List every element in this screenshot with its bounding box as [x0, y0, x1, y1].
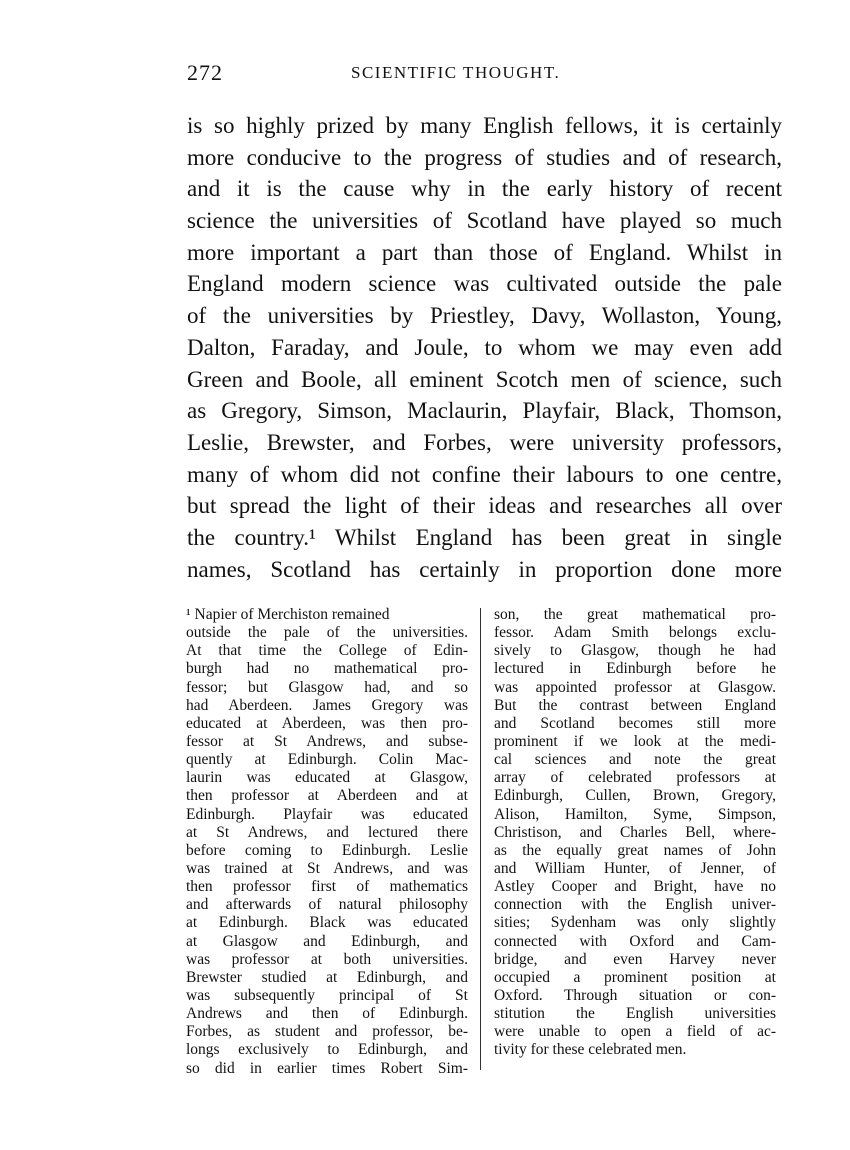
footnote-area: [186, 606, 782, 1076]
body-line: and it is the cause why in the early history of recent: [187, 176, 782, 202]
footnote-line: But the contrast between England: [494, 696, 776, 714]
footnote-line: cal sciences and note the great: [494, 751, 776, 769]
running-header: [187, 60, 779, 90]
footnote-line: so did in earlier times Robert Sim-: [186, 1059, 468, 1077]
footnote-line: array of celebrated professors at: [494, 769, 776, 787]
footnote-line: connection with the English univer-: [494, 896, 776, 914]
footnote-line: sively to Glasgow, though he had: [494, 642, 776, 660]
footnote-line: longs exclusively to Edinburgh, and: [186, 1041, 468, 1059]
footnote-line: bridge, and even Harvey never: [494, 950, 776, 968]
footnote-column-left: [186, 606, 468, 1078]
body-line: more conducive to the progress of studies and of research,: [187, 144, 782, 170]
footnote-line: as the equally great names of John: [494, 841, 776, 859]
footnote-line: connected with Oxford and Cam-: [494, 932, 776, 950]
footnote-line: then professor first of mathematics: [186, 878, 468, 896]
body-text: [187, 110, 782, 585]
footnote-line: outside the pale of the universities.: [186, 624, 468, 642]
footnote-line: Edinburgh, Cullen, Brown, Gregory,: [494, 787, 776, 805]
body-line: Leslie, Brewster, and Forbes, were university professors,: [187, 429, 782, 455]
footnote-line: prominent if we look at the medi-: [494, 732, 776, 750]
footnote-line: had Aberdeen. James Gregory was: [186, 696, 468, 714]
body-line: names, Scotland has certainly in proportion done more: [187, 556, 782, 582]
footnote-line: Forbes, as student and professor, be-: [186, 1023, 468, 1041]
footnote-line: Andrews and then of Edinburgh.: [186, 1005, 468, 1023]
footnote-line: at Glasgow and Edinburgh, and: [186, 932, 468, 950]
footnote-line: fessor at St Andrews, and subse-: [186, 732, 468, 750]
footnote-line: was appointed professor at Glasgow.: [494, 678, 776, 696]
body-line: but spread the light of their ideas and researches all over: [187, 493, 782, 519]
footnote-line: tivity for these celebrated men.: [494, 1041, 687, 1059]
footnote-line: fessor. Adam Smith belongs exclu-: [494, 624, 776, 642]
footnote-line: and William Hunter, of Jenner, of: [494, 859, 776, 877]
footnote-line: was trained at St Andrews, and was: [186, 859, 468, 877]
running-title: SCIENTIFIC THOUGHT.: [351, 63, 561, 82]
footnote-line: Edinburgh. Playfair was educated: [186, 805, 468, 823]
body-line: as Gregory, Simson, Maclaurin, Playfair, Black, Thomson,: [187, 398, 782, 424]
footnote-line: stitution the English universities: [494, 1005, 776, 1023]
footnote-line: ¹ Napier of Merchiston remained: [186, 606, 390, 623]
footnote-line: and Scotland becomes still more: [494, 714, 776, 732]
footnote-line: Brewster studied at Edinburgh, and: [186, 968, 468, 986]
footnote-line: sities; Sydenham was only slightly: [494, 914, 776, 932]
body-line: of the universities by Priestley, Davy, Wollaston, Young,: [187, 303, 782, 329]
footnote-line: were unable to open a field of ac-: [494, 1023, 776, 1041]
footnote-line: fessor; but Glasgow had, and so: [186, 678, 468, 696]
footnote-line: Alison, Hamilton, Syme, Simpson,: [494, 805, 776, 823]
column-divider: [480, 608, 481, 1070]
footnote-line: burgh had no mathematical pro-: [186, 660, 468, 678]
footnote-line: At that time the College of Edin-: [186, 642, 468, 660]
footnote-line: before coming to Edinburgh. Leslie: [186, 841, 468, 859]
body-line: more important a part than those of England. Whilst in: [187, 239, 782, 265]
page-number: 272: [187, 60, 223, 85]
body-line: England modern science was cultivated outside the pale: [187, 271, 782, 297]
footnote-line: at Edinburgh. Black was educated: [186, 914, 468, 932]
body-line: Green and Boole, all eminent Scotch men of science, such: [187, 366, 782, 392]
footnote-line: quently at Edinburgh. Colin Mac-: [186, 751, 468, 769]
footnote-line: occupied a prominent position at: [494, 968, 776, 986]
footnote-line: lectured in Edinburgh before he: [494, 660, 776, 678]
footnote-line: Christison, and Charles Bell, where-: [494, 823, 776, 841]
footnote-column-right: [494, 606, 776, 1060]
body-line: is so highly prized by many English fellows, it is certainly: [187, 113, 782, 138]
footnote-line: and afterwards of natural philosophy: [186, 896, 468, 914]
body-line: Dalton, Faraday, and Joule, to whom we may even add: [187, 334, 782, 360]
body-line: the country.¹ Whilst England has been great in single: [187, 524, 782, 550]
footnote-line: was subsequently principal of St: [186, 986, 468, 1004]
footnote-line: son, the great mathematical pro-: [494, 606, 776, 623]
body-line: many of whom did not confine their labours to one centre,: [187, 461, 782, 487]
footnote-line: was professor at both universities.: [186, 950, 468, 968]
footnote-line: then professor at Aberdeen and at: [186, 787, 468, 805]
footnote-line: Oxford. Through situation or con-: [494, 986, 776, 1004]
body-line: science the universities of Scotland have played so much: [187, 208, 782, 234]
footnote-line: Astley Cooper and Bright, have no: [494, 878, 776, 896]
footnote-line: at St Andrews, and lectured there: [186, 823, 468, 841]
footnote-line: educated at Aberdeen, was then pro-: [186, 714, 468, 732]
footnote-line: laurin was educated at Glasgow,: [186, 769, 468, 787]
